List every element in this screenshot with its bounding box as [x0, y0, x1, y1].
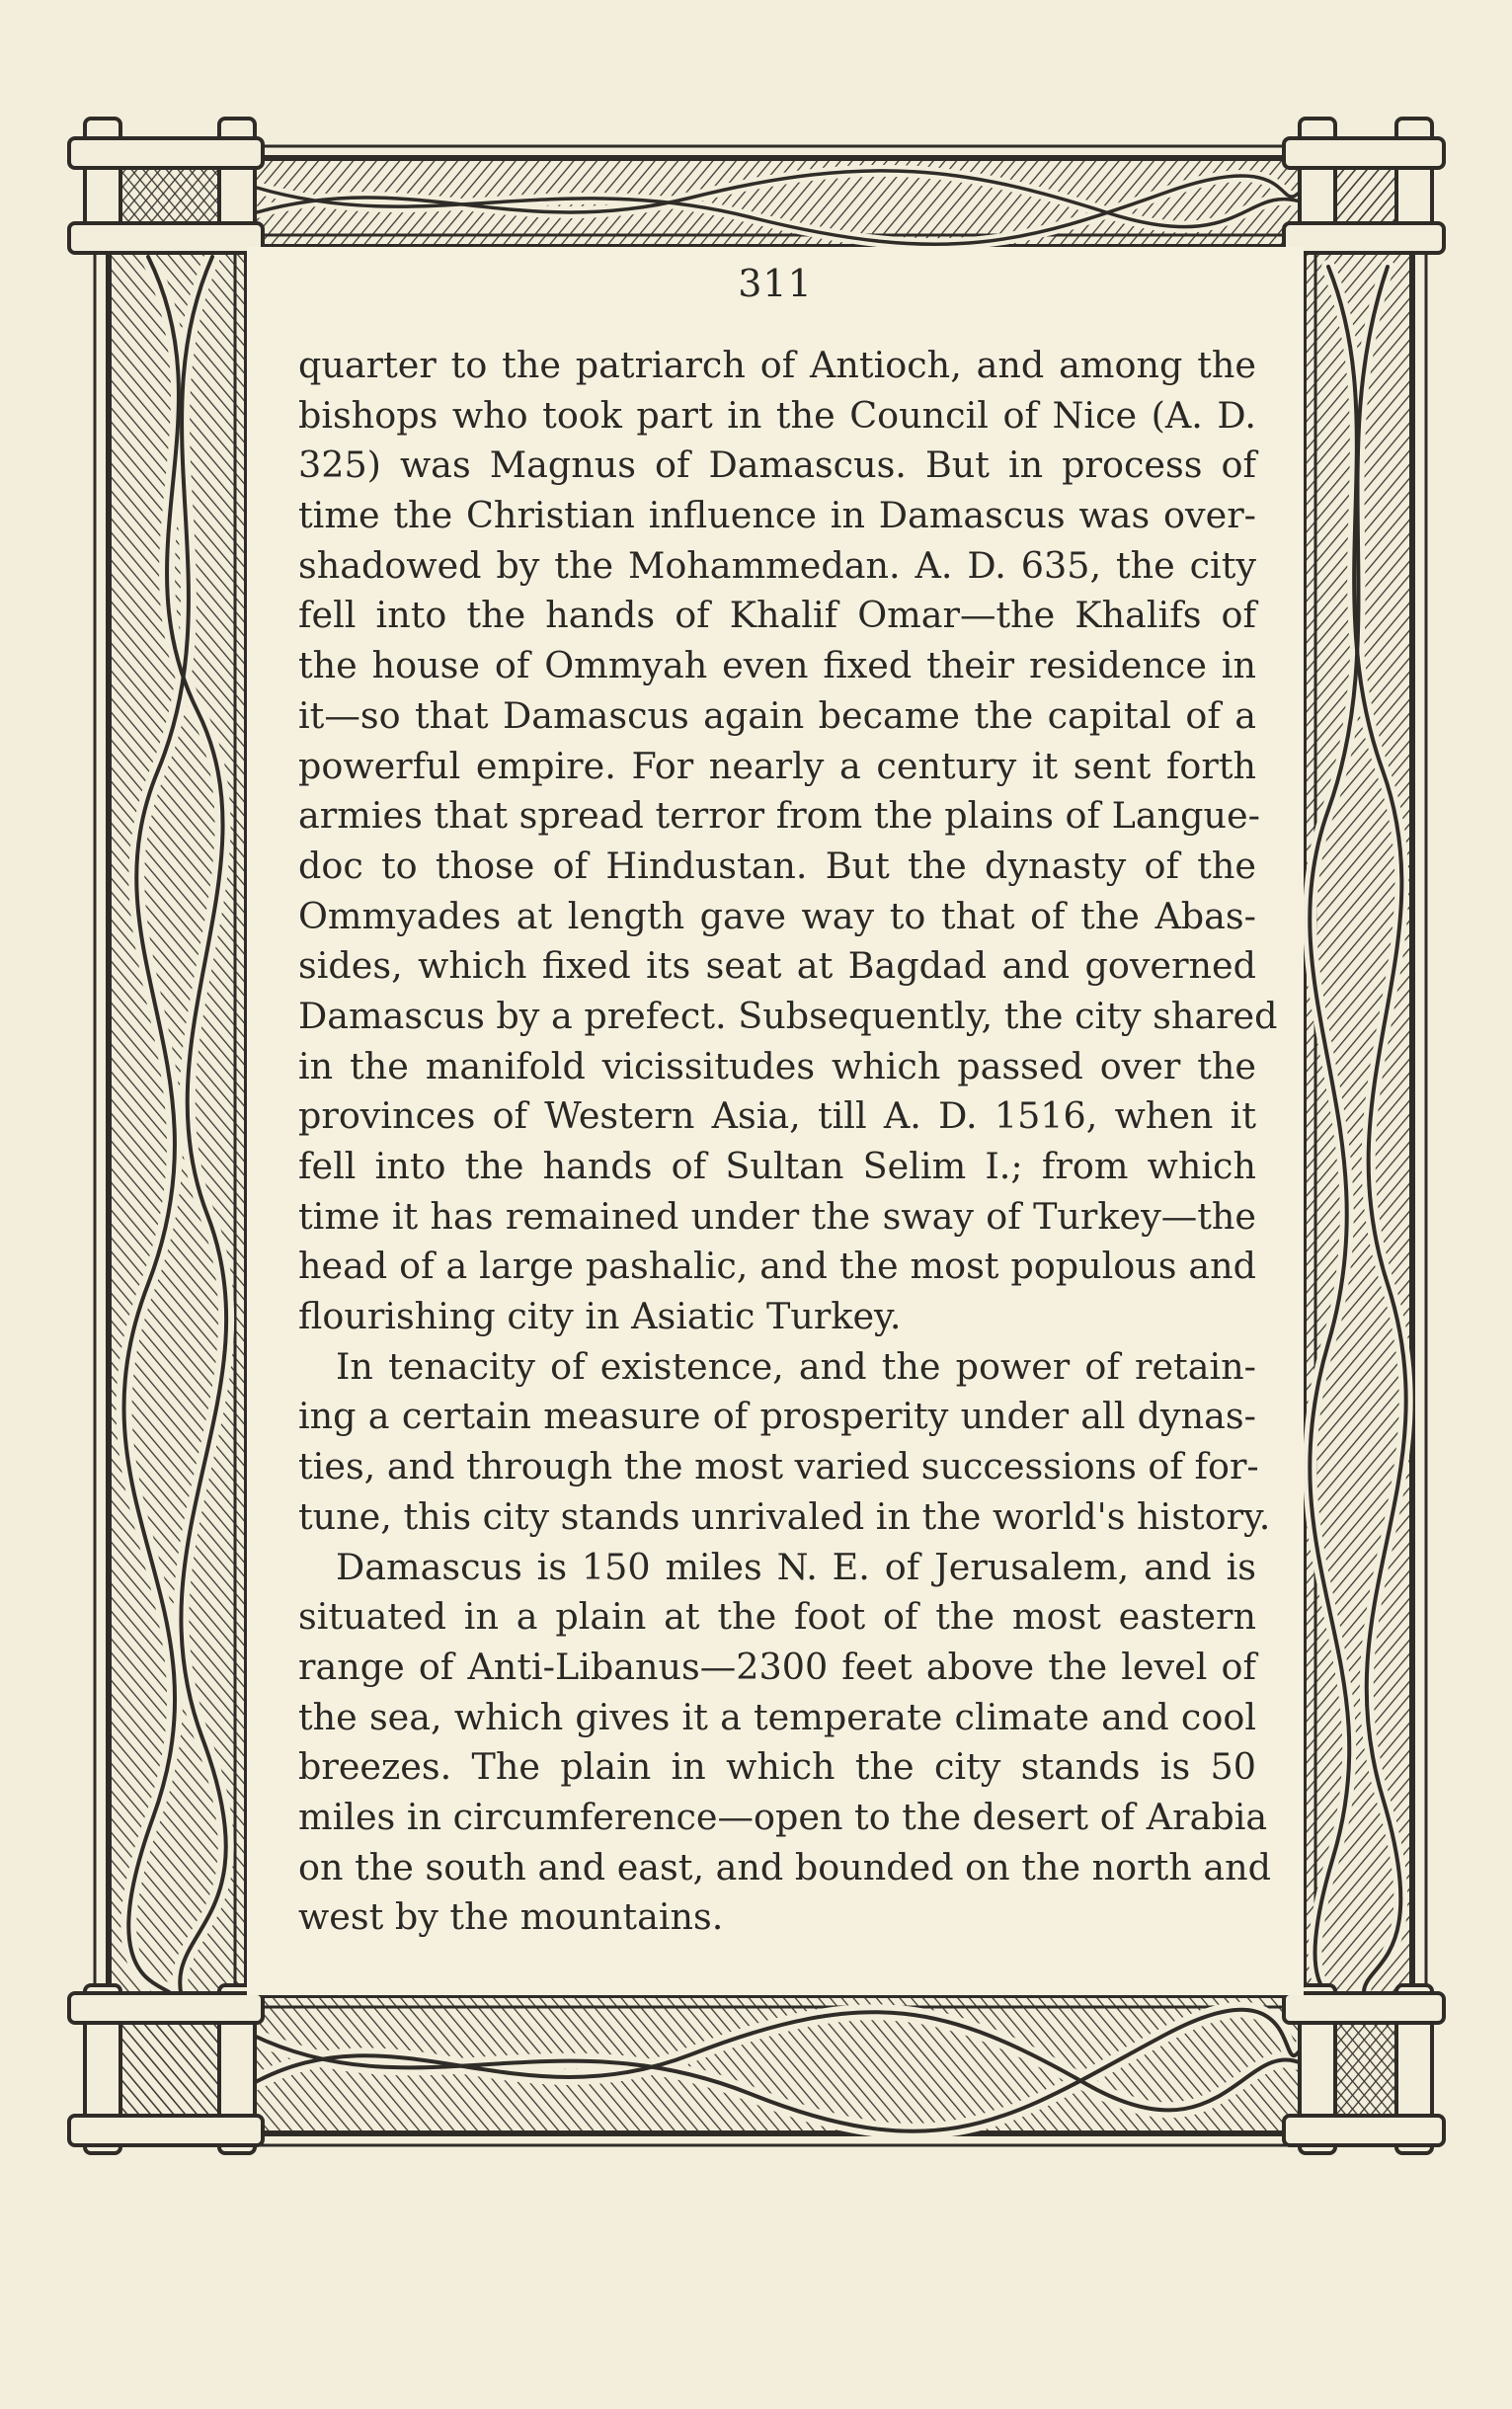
text-line: bishops who took part in the Council of Nice (A. D. [298, 393, 1256, 437]
text-line: Ommyades at length gave way to that of the Abas- [298, 894, 1256, 937]
text-line: ing a certain measure of prosperity under all dynas- [298, 1395, 1256, 1438]
text-line: time the Christian influence in Damascus was over- [298, 494, 1256, 537]
text-line: In tenacity of existence, and the power of retain- [336, 1344, 1256, 1388]
text-line: armies that spread terror from the plains of Langue- [298, 794, 1260, 838]
text-panel [247, 247, 1304, 1995]
text-line: west by the mountains. [298, 1895, 724, 1939]
text-line: miles in circumference—open to the desert of Arabia [298, 1795, 1268, 1838]
text-line: the house of Ommyah even fixed their residence in [298, 644, 1256, 687]
text-line: Damascus is 150 miles N. E. of Jerusalem, and is [336, 1545, 1256, 1588]
text-line: quarter to the patriarch of Antioch, and among the [298, 344, 1256, 386]
text-line: sides, which fixed its seat at Bagdad and governed [298, 944, 1256, 988]
text-line: head of a large pashalic, and the most populous and [298, 1245, 1256, 1288]
text-line: powerful empire. For nearly a century it sent forth [298, 744, 1256, 787]
text-line: it—so that Damascus again became the capital of a [298, 693, 1256, 737]
text-line: fell into the hands of Sultan Selim I.; from which [298, 1145, 1256, 1187]
text-line: Damascus by a prefect. Subsequently, the city shared [298, 994, 1278, 1037]
text-line: range of Anti-Libanus—2300 feet above the level of [298, 1645, 1256, 1688]
text-line: fell into the hands of Khalif Omar—the Khalifs of [298, 594, 1256, 637]
text-line: flourishing city in Asiatic Turkey. [298, 1295, 902, 1338]
text-line: shadowed by the Mohammedan. A. D. 635, the city [298, 543, 1256, 587]
text-line: doc to those of Hindustan. But the dynasty of the [298, 843, 1256, 887]
text-line: time it has remained under the sway of Turkey—the [298, 1194, 1256, 1238]
text-line: on the south and east, and bounded on the north and [298, 1845, 1271, 1888]
text-line: 325) was Magnus of Damascus. But in process of [298, 443, 1256, 487]
text-line: breezes. The plain in which the city stands is 50 [298, 1745, 1256, 1789]
text-line: the sea, which gives it a temperate climate and cool [298, 1695, 1256, 1738]
body-text [298, 341, 1278, 1943]
text-line: provinces of Western Asia, till A. D. 1516, when it [298, 1094, 1256, 1138]
text-line: situated in a plain at the foot of the most eastern [298, 1595, 1256, 1639]
page-number: 311 [738, 262, 813, 305]
text-line: in the manifold vicissitudes which passed over the [298, 1044, 1256, 1087]
text-line: tune, this city stands unrivaled in the world's history. [298, 1494, 1271, 1538]
text-line: ties, and through the most varied successions of for- [298, 1445, 1259, 1488]
